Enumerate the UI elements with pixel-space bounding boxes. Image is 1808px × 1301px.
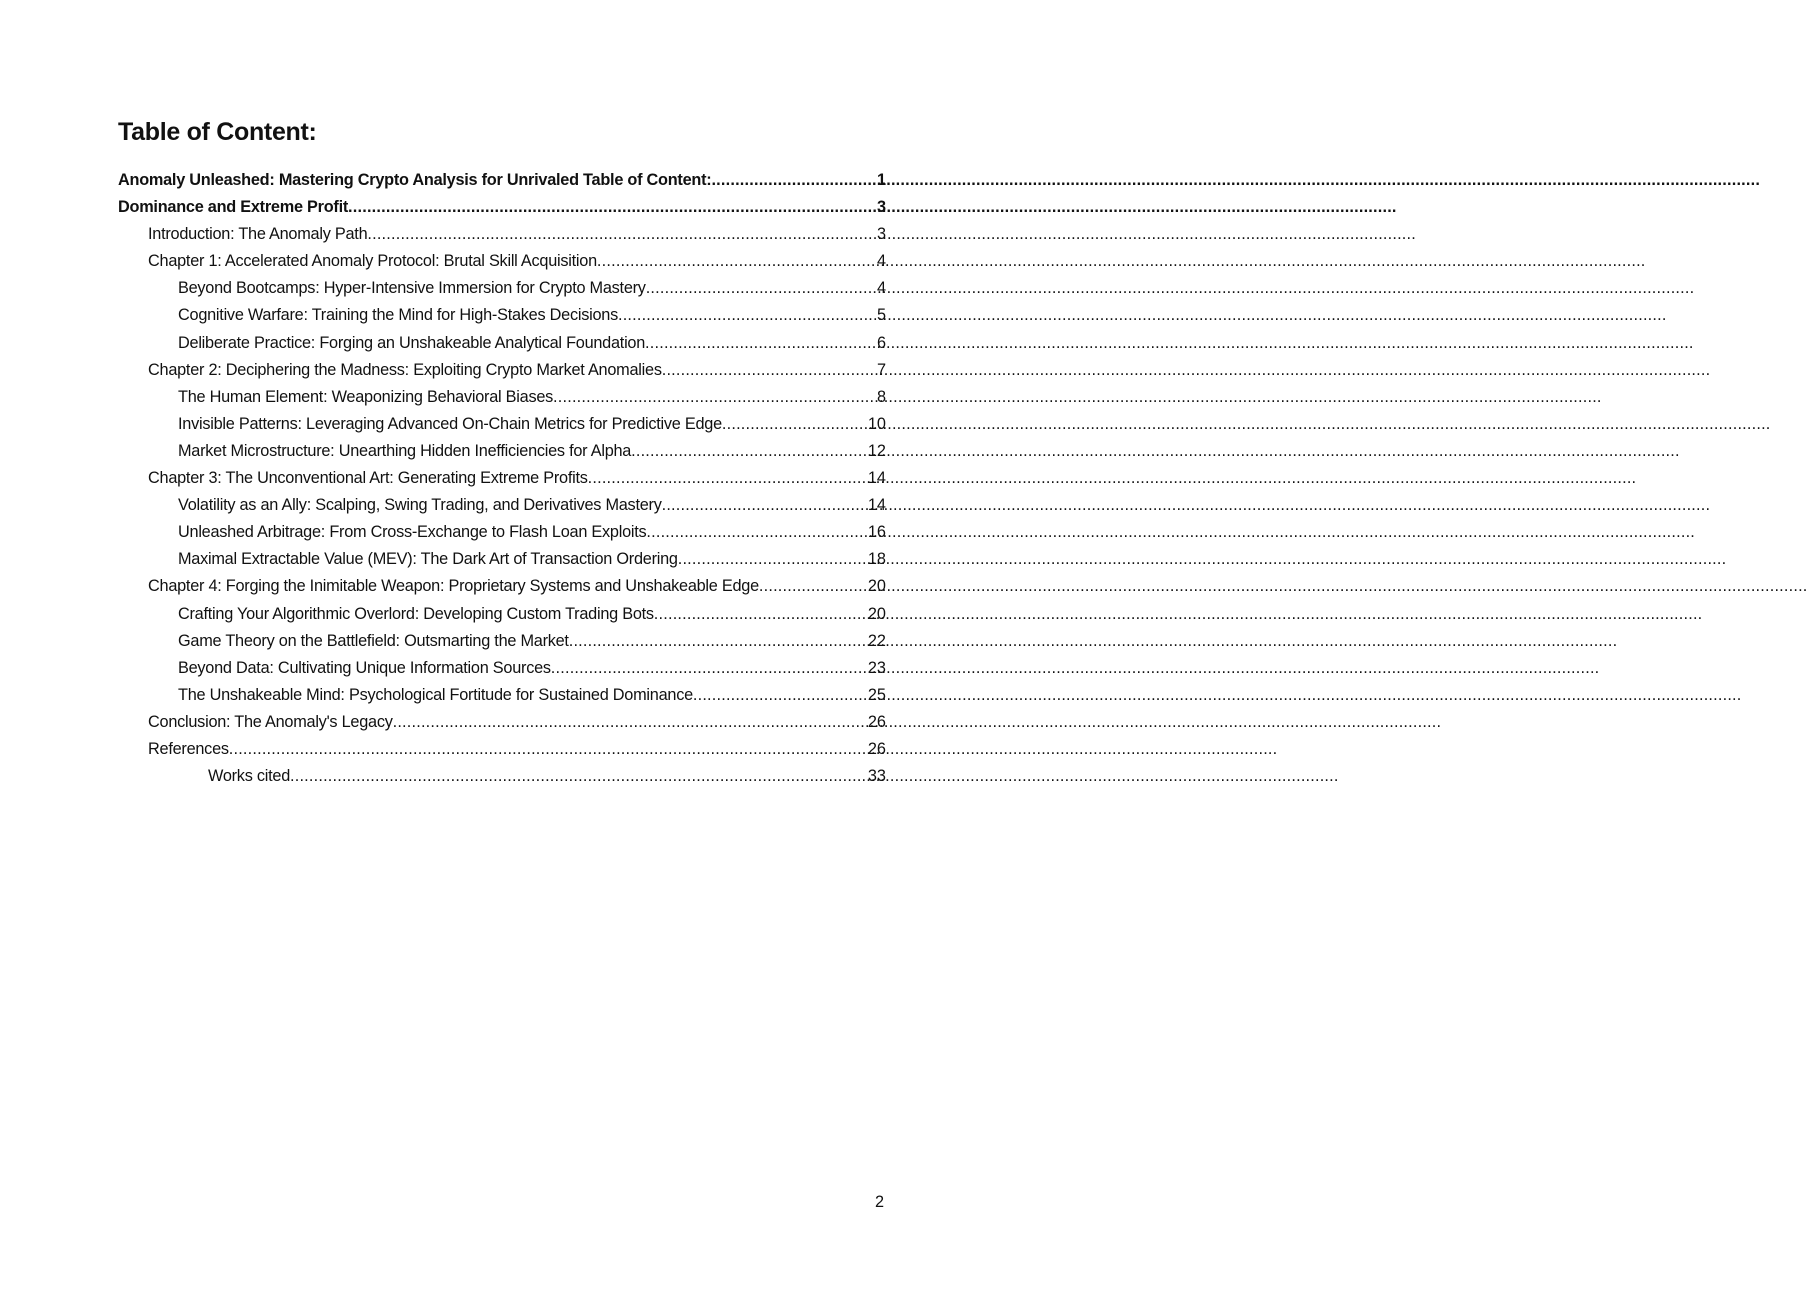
leader-dots: [631, 439, 866, 463]
toc-entry-page: 23: [867, 658, 886, 677]
toc-entry-title: The Unshakeable Mind: Psychological Fortitude for Sustained Dominance: [178, 685, 693, 704]
leader-dots: [588, 466, 866, 490]
toc-entry[interactable]: [118, 331, 886, 358]
toc-entry-title: Introduction: The Anomaly Path: [148, 225, 368, 244]
toc-entry[interactable]: [118, 276, 886, 303]
toc-entry-page: 22: [867, 631, 886, 650]
toc-entry-page: 3: [876, 198, 886, 217]
leader-dots: [654, 602, 866, 626]
leader-dots: [678, 547, 866, 571]
toc-entry-page: 3: [876, 225, 886, 244]
toc-entry[interactable]: [118, 493, 886, 520]
toc-entry-page: 4: [876, 252, 886, 271]
toc-entry-page: 4: [876, 279, 886, 298]
toc-entry-page: 6: [876, 333, 886, 352]
toc-entry-title: Chapter 2: Deciphering the Madness: Exploiting Crypto Market Anomalies: [148, 360, 662, 379]
toc-entry-page: 33: [867, 767, 886, 786]
toc-entry[interactable]: [118, 547, 886, 574]
toc-entry-title: Game Theory on the Battlefield: Outsmarting the Market: [178, 631, 569, 650]
toc-entry-title: Beyond Data: Cultivating Unique Information Sources: [178, 658, 551, 677]
leader-dots: [759, 574, 866, 598]
leader-dots: [711, 168, 874, 192]
leader-dots: [662, 493, 866, 517]
toc-entry-page: 14: [867, 469, 886, 488]
leader-dots: [229, 737, 866, 761]
leader-dots: [722, 412, 866, 436]
toc-entry-title: Volatility as an Ally: Scalping, Swing Trading, and Derivatives Mastery: [178, 496, 662, 515]
toc-entry[interactable]: [118, 710, 886, 737]
toc-entry[interactable]: [118, 412, 886, 439]
toc-entry[interactable]: [118, 222, 886, 249]
toc-entry[interactable]: [118, 764, 886, 791]
toc-entry-title: Beyond Bootcamps: Hyper-Intensive Immersion for Crypto Mastery: [178, 279, 646, 298]
toc-entry-title: Market Microstructure: Unearthing Hidden Inefficiencies for Alpha: [178, 441, 632, 460]
toc-entry-title: Conclusion: The Anomaly's Legacy: [148, 712, 393, 731]
toc-entry[interactable]: [118, 466, 886, 493]
leader-dots: [597, 249, 875, 273]
toc-entry[interactable]: [118, 683, 886, 710]
table-of-contents: [118, 168, 886, 791]
toc-entry[interactable]: [118, 385, 886, 412]
toc-entry[interactable]: [118, 439, 886, 466]
leader-dots: [290, 764, 866, 788]
toc-entry[interactable]: [118, 629, 886, 656]
toc-entry-page: 5: [876, 306, 886, 325]
toc-entry[interactable]: [118, 195, 886, 222]
leader-dots: [646, 520, 865, 544]
toc-entry-page: 26: [867, 712, 886, 731]
toc-entry-title: Unleashed Arbitrage: From Cross-Exchange to Flash Loan Exploits: [178, 523, 647, 542]
leader-dots: [646, 276, 875, 300]
toc-entry[interactable]: [118, 737, 886, 764]
leader-dots: [693, 683, 866, 707]
toc-entry-title: Works cited: [208, 767, 290, 786]
toc-entry-page: 20: [867, 604, 886, 623]
toc-entry-title: References: [148, 739, 229, 758]
leader-dots: [551, 656, 866, 680]
leader-dots: [348, 195, 875, 219]
toc-entry[interactable]: [118, 303, 886, 330]
leader-dots: [393, 710, 866, 734]
leader-dots: [645, 331, 875, 355]
toc-entry[interactable]: [118, 249, 886, 276]
toc-entry[interactable]: [118, 656, 886, 683]
toc-entry-page: 1: [876, 171, 886, 189]
toc-entry[interactable]: [118, 602, 886, 629]
toc-entry-page: 18: [867, 550, 886, 569]
toc-entry-page: 8: [876, 387, 886, 406]
toc-entry[interactable]: [118, 168, 886, 195]
toc-entry-title: Maximal Extractable Value (MEV): The Dark Art of Transaction Ordering: [178, 550, 678, 569]
toc-entry[interactable]: [118, 358, 886, 385]
page-title: Table of Content:: [118, 118, 317, 146]
toc-entry-title: Crafting Your Algorithmic Overlord: Developing Custom Trading Bots: [178, 604, 654, 623]
toc-entry-title: Cognitive Warfare: Training the Mind for High-Stakes Decisions: [178, 306, 618, 325]
toc-entry-title: The Human Element: Weaponizing Behavioral Biases: [178, 387, 554, 406]
toc-entry-title: Chapter 1: Accelerated Anomaly Protocol: Brutal Skill Acquisition: [148, 252, 597, 271]
toc-entry-title: Dominance and Extreme Profit: [118, 198, 349, 217]
leader-dots: [367, 222, 875, 246]
toc-entry-page: 26: [867, 739, 886, 758]
page-number: 2: [875, 1193, 885, 1211]
leader-dots: [553, 385, 875, 409]
toc-entry-page: 20: [867, 577, 886, 596]
toc-entry-title: Anomaly Unleashed: Mastering Crypto Analysis for Unrivaled Table of Content:: [118, 171, 712, 189]
toc-entry[interactable]: [118, 574, 886, 601]
toc-entry-page: 12: [867, 441, 886, 460]
toc-entry-page: 14: [867, 496, 886, 515]
leader-dots: [618, 303, 875, 327]
toc-entry-page: 10: [867, 414, 886, 433]
toc-entry[interactable]: [118, 520, 886, 547]
toc-entry-page: 25: [867, 685, 886, 704]
leader-dots: [662, 358, 875, 382]
toc-entry-title: Invisible Patterns: Leveraging Advanced On-Chain Metrics for Predictive Edge: [178, 414, 722, 433]
toc-entry-page: 16: [867, 523, 886, 542]
toc-entry-title: Chapter 3: The Unconventional Art: Generating Extreme Profits: [148, 469, 588, 488]
toc-entry-title: Deliberate Practice: Forging an Unshakeable Analytical Foundation: [178, 333, 646, 352]
toc-entry-page: 7: [876, 360, 886, 379]
leader-dots: [569, 629, 866, 653]
toc-entry-title: Chapter 4: Forging the Inimitable Weapon: Proprietary Systems and Unshakeable Edge: [148, 577, 759, 596]
